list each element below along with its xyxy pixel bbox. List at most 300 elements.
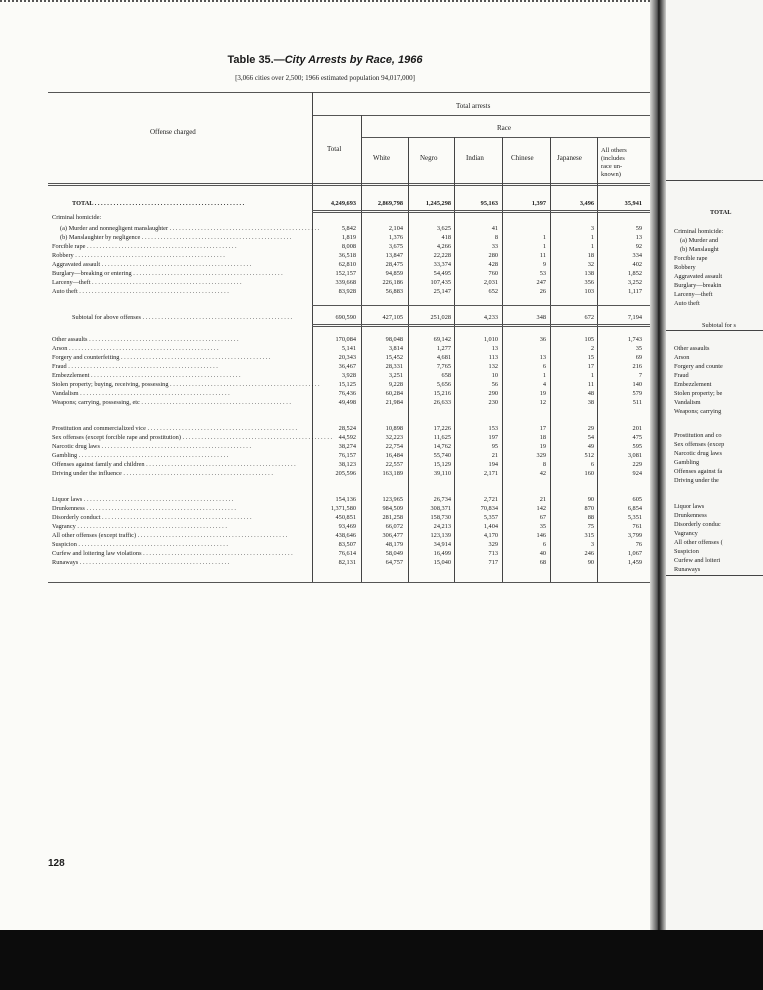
row-value: 3: [590, 541, 594, 548]
row-value: 76,157: [338, 452, 356, 459]
row-label: Vandalism . . . . . . . . . . . . . . . . . . . . . . . . . . . . . . . . . . . . . . . . . . . . . . . .: [52, 390, 230, 397]
right-page-line: All other offenses (: [674, 539, 723, 546]
row-label: Liquor laws . . . . . . . . . . . . . . . . . . . . . . . . . . . . . . . . . . . . . . . . . . . . . . . .: [52, 496, 234, 503]
right-page-line: Embezzlement: [674, 381, 712, 388]
row-value: 4,233: [483, 314, 498, 321]
row-value: 308,371: [430, 505, 451, 512]
row-value: 7: [638, 372, 642, 379]
row-value: 5,357: [483, 514, 498, 521]
row-value: 329: [536, 452, 546, 459]
row-value: 26: [539, 288, 546, 295]
row-value: 142: [536, 505, 546, 512]
row-value: 3,928: [341, 372, 356, 379]
row-value: 21: [539, 496, 546, 503]
row-label: Embezzlement . . . . . . . . . . . . . . . . . . . . . . . . . . . . . . . . . . . . . . . . . . . . . . . .: [52, 372, 241, 379]
book-gutter: [650, 0, 666, 930]
row-value: 11: [587, 381, 594, 388]
row-value: 15: [587, 354, 594, 361]
row-value: 62,810: [338, 261, 356, 268]
row-value: 25,147: [433, 288, 451, 295]
row-value: 76,614: [338, 550, 356, 557]
row-value: 1,743: [627, 336, 642, 343]
row-value: 26,633: [433, 399, 451, 406]
row-value: 38: [587, 399, 594, 406]
row-value: 90: [587, 559, 594, 566]
row-value: 402: [632, 261, 642, 268]
row-value: 579: [632, 390, 642, 397]
right-page-line: Narcotic drug laws: [674, 450, 722, 457]
row-value: 4,681: [436, 354, 451, 361]
row-value: 761: [632, 523, 642, 530]
row-value: 226,186: [382, 279, 403, 286]
row-value: 11,625: [433, 434, 451, 441]
row-value: 1,010: [483, 336, 498, 343]
right-page-line: Fraud: [674, 372, 689, 379]
right-page: [666, 0, 763, 930]
row-value: 59: [635, 225, 642, 232]
row-value: 32,223: [385, 434, 403, 441]
row-label: Narcotic drug laws . . . . . . . . . . . . . . . . . . . . . . . . . . . . . . . . . . . . . . . . . . . . . . . .: [52, 443, 252, 450]
right-page-line: Forcible rape: [674, 255, 708, 262]
row-value: 13: [491, 345, 498, 352]
right-page-rule: [666, 180, 763, 181]
row-value: 2,031: [483, 279, 498, 286]
row-value: 511: [632, 399, 642, 406]
row-value: 105: [584, 336, 594, 343]
row-value: 3,799: [627, 532, 642, 539]
row-label: Offenses against family and children . . . . . . . . . . . . . . . . . . . . . . . . . . . . . . . . . . . . . . . . . . . . . . . .: [52, 461, 296, 468]
row-value: 356: [584, 279, 594, 286]
row-value: 3: [590, 225, 594, 232]
row-value: 3,496: [579, 200, 594, 207]
right-page-line: Gambling: [674, 459, 700, 466]
row-value: 595: [632, 443, 642, 450]
row-value: 35: [539, 523, 546, 530]
row-value: 33,374: [433, 261, 451, 268]
row-value: 153: [488, 425, 498, 432]
subtotal-bottom-rule: [312, 324, 650, 327]
title-italic: City Arrests by Race, 1966: [284, 54, 423, 66]
row-value: 1,852: [627, 270, 642, 277]
row-value: 40: [539, 550, 546, 557]
row-value: 2,869,798: [377, 200, 403, 207]
row-value: 41: [491, 225, 498, 232]
row-label: Aggravated assault . . . . . . . . . . . . . . . . . . . . . . . . . . . . . . . . . . . . . . . . . . . . . . . .: [52, 261, 252, 268]
row-value: 3,625: [436, 225, 451, 232]
row-value: 66,072: [385, 523, 403, 530]
row-value: 3,675: [388, 243, 403, 250]
row-value: 92: [635, 243, 642, 250]
row-value: 21: [491, 452, 498, 459]
row-label: Other assaults . . . . . . . . . . . . . . . . . . . . . . . . . . . . . . . . . . . . . . . . . . . . . . . .: [52, 336, 239, 343]
right-page-line: Liquor laws: [674, 503, 705, 510]
row-value: 15,040: [433, 559, 451, 566]
row-value: 140: [632, 381, 642, 388]
row-value: 438,646: [335, 532, 356, 539]
row-value: 475: [632, 434, 642, 441]
row-value: 48,179: [385, 541, 403, 548]
row-value: 68: [539, 559, 546, 566]
row-value: 21,984: [385, 399, 403, 406]
row-value: 205,596: [335, 470, 356, 477]
row-value: 281,258: [382, 514, 403, 521]
row-value: 870: [584, 505, 594, 512]
row-label: Forcible rape . . . . . . . . . . . . . . . . . . . . . . . . . . . . . . . . . . . . . . . . . . . . . . . .: [52, 243, 237, 250]
row-value: 22,754: [385, 443, 403, 450]
row-value: 5,656: [436, 381, 451, 388]
right-page-line: Weapons; carrying: [674, 408, 722, 415]
right-page-line: Sex offenses (excep: [674, 441, 725, 448]
offense-header: Offense charged: [150, 128, 196, 136]
row-value: 95: [491, 443, 498, 450]
row-value: 8: [494, 234, 498, 241]
right-page-line: Driving under the: [674, 477, 719, 484]
page-number: 128: [48, 858, 65, 869]
row-value: 15,216: [433, 390, 451, 397]
row-value: 54,495: [433, 270, 451, 277]
row-value: 39,110: [433, 470, 451, 477]
row-value: 58,049: [385, 550, 403, 557]
row-value: 5,842: [341, 225, 356, 232]
row-value: 9: [542, 261, 546, 268]
row-label: (b) Manslaughter by negligence . . . . . . . . . . . . . . . . . . . . . . . . . . . . . . . . . . . . . . . . . . . . . . . .: [60, 234, 292, 241]
row-label: Arson . . . . . . . . . . . . . . . . . . . . . . . . . . . . . . . . . . . . . . . . . . . . . . . .: [52, 345, 219, 352]
white-header: White: [373, 154, 391, 162]
all-others-header: All others: [601, 147, 627, 154]
row-value: 348: [536, 314, 546, 321]
row-value: 82,131: [338, 559, 356, 566]
row-value: 1,245,298: [425, 200, 451, 207]
row-value: 1,819: [341, 234, 356, 241]
row-value: 4: [542, 381, 546, 388]
row-label: Burglary—breaking or entering . . . . . . . . . . . . . . . . . . . . . . . . . . . . . . . . . . . . . . . . . . . . . . . .: [52, 270, 283, 277]
row-value: 7,194: [627, 314, 642, 321]
row-value: 13: [539, 354, 546, 361]
row-value: 6: [590, 461, 594, 468]
row-label: TOTAL . . . . . . . . . . . . . . . . . . . . . . . . . . . . . . . . . . . . . . . . . . . . . . . .: [72, 200, 245, 207]
row-value: 6,854: [627, 505, 642, 512]
indian-header: Indian: [466, 154, 484, 162]
row-value: 35: [635, 345, 642, 352]
row-value: 13: [635, 234, 642, 241]
row-value: 216: [632, 363, 642, 370]
race-rule: [361, 137, 650, 138]
right-page-line: (b) Manslaught: [680, 246, 719, 253]
row-value: 64,757: [385, 559, 403, 566]
row-value: 17: [539, 425, 546, 432]
row-value: 123,965: [382, 496, 403, 503]
row-value: 7,765: [436, 363, 451, 370]
row-value: 42: [539, 470, 546, 477]
negro-header: Negro: [420, 154, 438, 162]
row-value: 5,141: [341, 345, 356, 352]
right-page-line: Burglary—breakin: [674, 282, 722, 289]
total-arrests-header: Total arrests: [456, 102, 491, 110]
row-value: 12: [539, 399, 546, 406]
row-label: Disorderly conduct . . . . . . . . . . . . . . . . . . . . . . . . . . . . . . . . . . . . . . . . . . . . . . . .: [52, 514, 252, 521]
row-value: 4,249,693: [330, 200, 356, 207]
right-page-line: Robbery: [674, 264, 696, 271]
row-value: 1: [542, 372, 546, 379]
row-value: 2,721: [483, 496, 498, 503]
row-label: Forgery and counterfeiting . . . . . . . . . . . . . . . . . . . . . . . . . . . . . . . . . . . . . . . . . . . . . . . .: [52, 354, 271, 361]
race-header: Race: [497, 124, 511, 132]
row-label: Prostitution and commercialized vice . . . . . . . . . . . . . . . . . . . . . . . . . . . . . . . . . . . . . . . . . . . . . . . .: [52, 425, 298, 432]
right-page-line: (a) Murder and: [680, 237, 719, 244]
row-value: 17: [587, 363, 594, 370]
row-label: Sex offenses (except forcible rape and prostitution) . . . . . . . . . . . . . . . . . . . . . . . . . . . . . . . . . . . . . . . . . . . . . . . .: [52, 434, 333, 441]
row-value: 22,557: [385, 461, 403, 468]
row-value: 6: [542, 363, 546, 370]
row-value: 36,518: [338, 252, 356, 259]
row-value: 5,351: [627, 514, 642, 521]
row-value: 1: [542, 234, 546, 241]
row-value: 16,499: [433, 550, 451, 557]
right-page-rule: [666, 330, 763, 331]
row-value: 1: [590, 243, 594, 250]
row-value: 69: [635, 354, 642, 361]
row-value: 605: [632, 496, 642, 503]
row-value: 246: [584, 550, 594, 557]
right-page-line: Suspicion: [674, 548, 699, 555]
right-page-line: Subtotal for s: [702, 322, 736, 329]
row-label: Auto theft . . . . . . . . . . . . . . . . . . . . . . . . . . . . . . . . . . . . . . . . . . . . . . . .: [52, 288, 229, 295]
row-value: 22,228: [433, 252, 451, 259]
row-value: 56: [491, 381, 498, 388]
chinese-header: Chinese: [511, 154, 534, 162]
row-value: 1,404: [483, 523, 498, 530]
scan-bottom-edge: [0, 930, 763, 990]
row-value: 3,252: [627, 279, 642, 286]
row-value: 103: [584, 288, 594, 295]
row-value: 83,507: [338, 541, 356, 548]
row-value: 38,123: [338, 461, 356, 468]
row-value: 90: [587, 496, 594, 503]
row-value: 8: [542, 461, 546, 468]
header-bottom-rule: [48, 183, 650, 186]
row-value: 163,189: [382, 470, 403, 477]
row-value: 98,048: [385, 336, 403, 343]
row-label: Larceny—theft . . . . . . . . . . . . . . . . . . . . . . . . . . . . . . . . . . . . . . . . . . . . . . . .: [52, 279, 242, 286]
right-page-line: Runaways: [674, 566, 701, 573]
row-value: 1,117: [628, 288, 642, 295]
row-value: 26,734: [433, 496, 451, 503]
row-label: Suspicion . . . . . . . . . . . . . . . . . . . . . . . . . . . . . . . . . . . . . . . . . . . . . . . .: [52, 541, 228, 548]
row-value: 3,814: [388, 345, 403, 352]
right-page-line: TOTAL: [710, 209, 732, 216]
japanese-header: Japanese: [557, 154, 582, 162]
row-value: 35,941: [624, 200, 642, 207]
row-value: 10,898: [385, 425, 403, 432]
row-value: 8,008: [341, 243, 356, 250]
row-value: 93,469: [338, 523, 356, 530]
row-value: 60,284: [385, 390, 403, 397]
right-page-line: Aggravated assault: [674, 273, 723, 280]
row-value: 229: [632, 461, 642, 468]
row-value: 123,139: [430, 532, 451, 539]
row-value: 55,740: [433, 452, 451, 459]
row-value: 1,376: [388, 234, 403, 241]
row-value: 70,834: [480, 505, 498, 512]
row-value: 334: [632, 252, 642, 259]
row-value: 652: [488, 288, 498, 295]
row-value: 56,883: [385, 288, 403, 295]
row-value: 19: [539, 443, 546, 450]
row-value: 512: [584, 452, 594, 459]
row-value: 29: [587, 425, 594, 432]
row-value: 18: [587, 252, 594, 259]
row-value: 3,251: [388, 372, 403, 379]
row-value: 15,125: [338, 381, 356, 388]
right-page-line: Vagrancy: [674, 530, 698, 537]
row-value: 306,477: [382, 532, 403, 539]
row-value: 418: [441, 234, 451, 241]
right-page-line: Disorderly conduc: [674, 521, 721, 528]
right-page-line: Forgery and counte: [674, 363, 723, 370]
table-title: [0, 54, 650, 66]
total-header: Total: [327, 145, 342, 153]
row-value: 18: [539, 434, 546, 441]
row-value: 88: [587, 514, 594, 521]
right-page-line: Arson: [674, 354, 690, 361]
row-value: 67: [539, 514, 546, 521]
right-page-line: Prostitution and co: [674, 432, 722, 439]
row-value: 28,524: [338, 425, 356, 432]
row-value: 16,484: [385, 452, 403, 459]
row-value: 49,498: [338, 399, 356, 406]
row-value: 170,084: [335, 336, 356, 343]
row-label: Criminal homicide:: [52, 214, 102, 221]
row-value: 15,129: [433, 461, 451, 468]
row-value: 20,343: [338, 354, 356, 361]
row-value: 247: [536, 279, 546, 286]
row-label: (a) Murder and nonnegligent manslaughter . . . . . . . . . . . . . . . . . . . . . . . . . . . . . . . . . . . . . . . . . . . . . . . .: [60, 225, 320, 232]
row-value: 339,668: [335, 279, 356, 286]
row-value: 6: [542, 541, 546, 548]
row-value: 49: [587, 443, 594, 450]
row-value: 760: [488, 270, 498, 277]
row-value: 690,590: [335, 314, 356, 321]
row-value: 201: [632, 425, 642, 432]
row-value: 3,081: [627, 452, 642, 459]
right-page-line: Larceny—theft: [674, 291, 713, 298]
row-value: 146: [536, 532, 546, 539]
row-value: 1,277: [436, 345, 451, 352]
row-value: 17,226: [433, 425, 451, 432]
right-page-rule: [666, 575, 763, 576]
row-value: 230: [488, 399, 498, 406]
row-value: 4,266: [436, 243, 451, 250]
row-value: 36: [539, 336, 546, 343]
row-value: 713: [488, 550, 498, 557]
row-value: 197: [488, 434, 498, 441]
row-value: 69,142: [433, 336, 451, 343]
row-value: 132: [488, 363, 498, 370]
row-value: 15,452: [385, 354, 403, 361]
total-bottom-rule: [312, 210, 650, 213]
row-value: 76,436: [338, 390, 356, 397]
title-prefix: Table 35.—: [227, 54, 285, 66]
row-label: Curfew and loitering law violations . . . . . . . . . . . . . . . . . . . . . . . . . . . . . . . . . . . . . . . . . . . . . . . .: [52, 550, 293, 557]
all-others-header: known): [601, 171, 621, 178]
row-value: 315: [584, 532, 594, 539]
row-value: 9,228: [388, 381, 403, 388]
row-value: 1: [542, 243, 546, 250]
row-value: 1,371,580: [330, 505, 356, 512]
row-label: Vagrancy . . . . . . . . . . . . . . . . . . . . . . . . . . . . . . . . . . . . . . . . . . . . . . . .: [52, 523, 227, 530]
row-value: 48: [587, 390, 594, 397]
row-value: 154,136: [335, 496, 356, 503]
all-others-header: race un-: [601, 163, 623, 170]
total-arrests-rule: [312, 115, 650, 116]
row-value: 2,171: [483, 470, 498, 477]
row-label: Subtotal for above offenses . . . . . . . . . . . . . . . . . . . . . . . . . . . . . . . . . . . . . . . . . . . . . . . .: [72, 314, 293, 321]
table-subtitle: [3,066 cities over 2,500; 1966 estimated population 94,017,000]: [235, 74, 415, 82]
row-label: Runaways . . . . . . . . . . . . . . . . . . . . . . . . . . . . . . . . . . . . . . . . . . . . . . . .: [52, 559, 230, 566]
right-page-line: Drunkenness: [674, 512, 707, 519]
row-value: 10: [491, 372, 498, 379]
row-value: 34,914: [433, 541, 451, 548]
subtotal-top-rule: [312, 305, 650, 306]
row-label: Gambling . . . . . . . . . . . . . . . . . . . . . . . . . . . . . . . . . . . . . . . . . . . . . . . .: [52, 452, 229, 459]
row-value: 280: [488, 252, 498, 259]
right-page-line: Stolen property; be: [674, 390, 723, 397]
row-value: 13,847: [385, 252, 403, 259]
row-value: 251,028: [430, 314, 451, 321]
row-value: 924: [632, 470, 642, 477]
row-value: 658: [441, 372, 451, 379]
row-value: 152,157: [335, 270, 356, 277]
row-label: Stolen property; buying, receiving, possessing . . . . . . . . . . . . . . . . . . . . . . . . . . . . . . . . . . . . . . . . . . . . . . . .: [52, 381, 320, 388]
row-value: 53: [539, 270, 546, 277]
row-label: Driving under the influence . . . . . . . . . . . . . . . . . . . . . . . . . . . . . . . . . . . . . . . . . . . . . . . .: [52, 470, 273, 477]
row-value: 329: [488, 541, 498, 548]
row-value: 107,435: [430, 279, 451, 286]
row-label: Robbery . . . . . . . . . . . . . . . . . . . . . . . . . . . . . . . . . . . . . . . . . . . . . . . .: [52, 252, 225, 259]
row-value: 33: [491, 243, 498, 250]
row-value: 984,509: [382, 505, 403, 512]
row-value: 138: [584, 270, 594, 277]
row-value: 76: [635, 541, 642, 548]
row-value: 83,928: [338, 288, 356, 295]
right-page-line: Auto theft: [674, 300, 700, 307]
row-label: All other offenses (except traffic) . . . . . . . . . . . . . . . . . . . . . . . . . . . . . . . . . . . . . . . . . . . . . . . .: [52, 532, 288, 539]
all-others-header: (includes: [601, 155, 625, 162]
row-label: Weapons; carrying, possessing, etc . . . . . . . . . . . . . . . . . . . . . . . . . . . . . . . . . . . . . . . . . . . . . . . .: [52, 399, 291, 406]
row-value: 2,104: [388, 225, 403, 232]
row-value: 1,397: [531, 200, 546, 207]
right-page-line: Other assaults: [674, 345, 710, 352]
right-page-line: Vandalism: [674, 399, 701, 406]
row-value: 717: [488, 559, 498, 566]
row-value: 44,592: [338, 434, 356, 441]
row-label: Drunkenness . . . . . . . . . . . . . . . . . . . . . . . . . . . . . . . . . . . . . . . . . . . . . . . .: [52, 505, 237, 512]
row-value: 1: [590, 234, 594, 241]
row-value: 4,170: [483, 532, 498, 539]
row-label: Fraud . . . . . . . . . . . . . . . . . . . . . . . . . . . . . . . . . . . . . . . . . . . . . . . .: [52, 363, 218, 370]
top-scan-edge: [0, 0, 650, 6]
row-value: 38,274: [338, 443, 356, 450]
row-value: 11: [539, 252, 546, 259]
row-value: 24,213: [433, 523, 451, 530]
row-value: 427,105: [382, 314, 403, 321]
table-bottom-rule: [48, 582, 650, 583]
row-value: 1: [590, 372, 594, 379]
row-value: 158,730: [430, 514, 451, 521]
header-top-rule: [48, 92, 650, 93]
row-value: 36,467: [338, 363, 356, 370]
row-value: 14,762: [433, 443, 451, 450]
